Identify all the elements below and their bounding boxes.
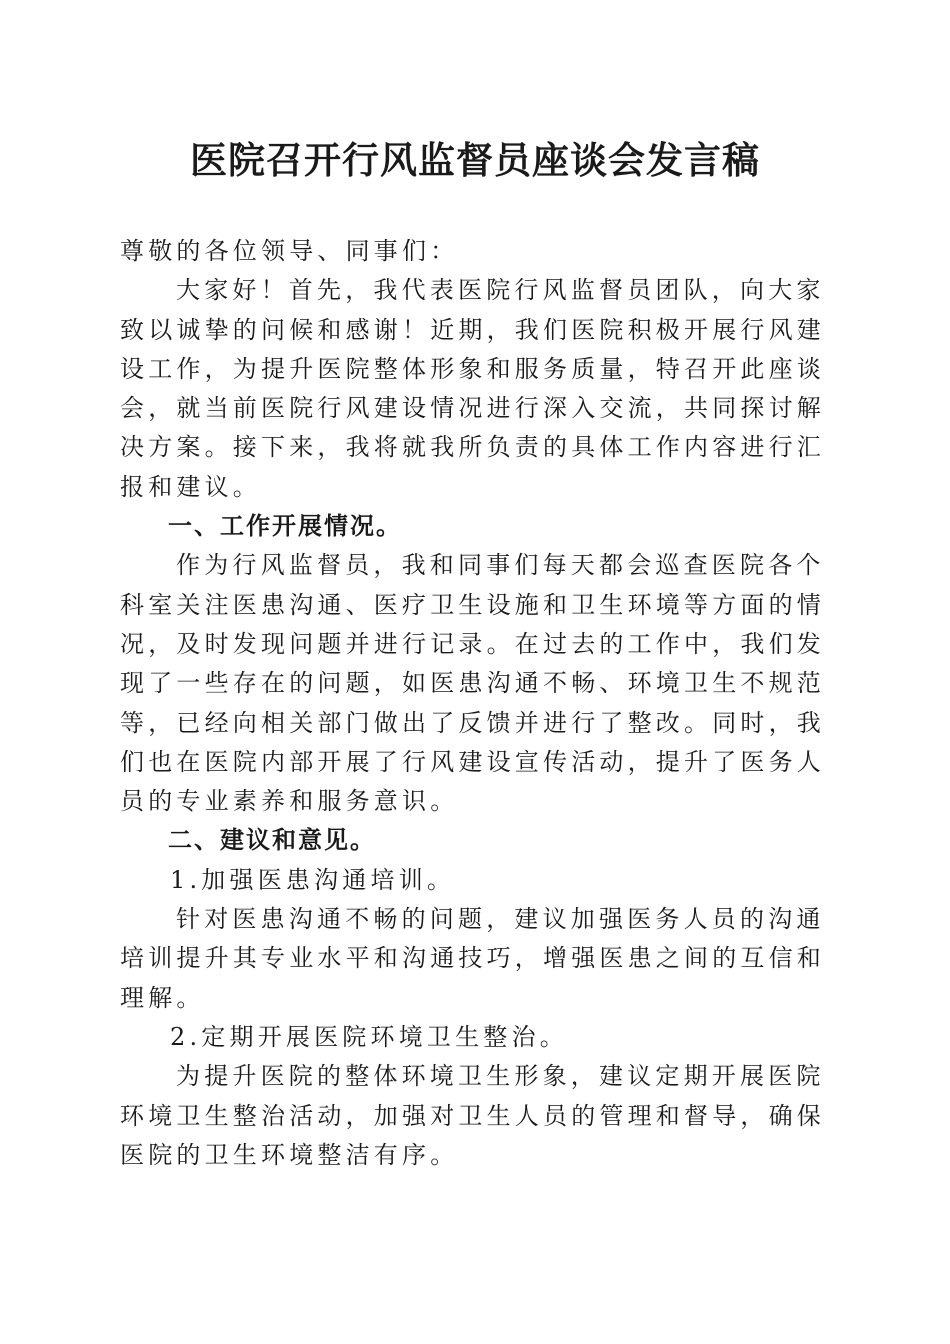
suggestion-item-2-paragraph: 为提升医院的整体环境卫生形象，建议定期开展医院环境卫生整治活动，加强对卫生人员的管理和督导，确保医院的卫生环境整洁有序。 [120,1062,825,1169]
document-body [120,232,832,1175]
suggestion-item-1-title: 1.加强医患沟通培训。 [170,865,456,894]
section-heading-suggestions: 二、建议和意见。 [168,826,376,855]
suggestion-item-1-paragraph: 针对医患沟通不畅的问题，建议加强医务人员的沟通培训提升其专业水平和沟通技巧，增强医患之间的互信和理解。 [120,905,825,1012]
work-progress-paragraph: 作为行风监督员，我和同事们每天都会巡查医院各个科室关注医患沟通、医疗卫生设施和卫生环境等方面的情况，及时发现问题并进行记录。在过去的工作中，我们发现了一些存在的问题，如医患沟通不畅、环境卫生不规范等，已经向相关部门做出了反馈并进行了整改。同时，我们也在医院内部开展了行风建设宣传活动，提升了医务人员的专业素养和服务意识。 [120,551,825,816]
document-title: 医院召开行风监督员座谈会发言稿 [190,138,760,182]
salutation: 尊敬的各位领导、同事们： [120,237,459,265]
suggestion-item-2-title: 2.定期开展医院环境卫生整治。 [170,1022,568,1051]
intro-paragraph: 大家好！首先，我代表医院行风监督员团队，向大家致以诚挚的问候和感谢！近期，我们医院积极开展行风建设工作，为提升医院整体形象和服务质量，特召开此座谈会，就当前医院行风建设情况进行深入交流，共同探讨解决方案。接下来，我将就我所负责的具体工作内容进行汇报和建议。 [120,276,825,501]
section-heading-work-progress: 一、工作开展情况。 [168,512,402,541]
